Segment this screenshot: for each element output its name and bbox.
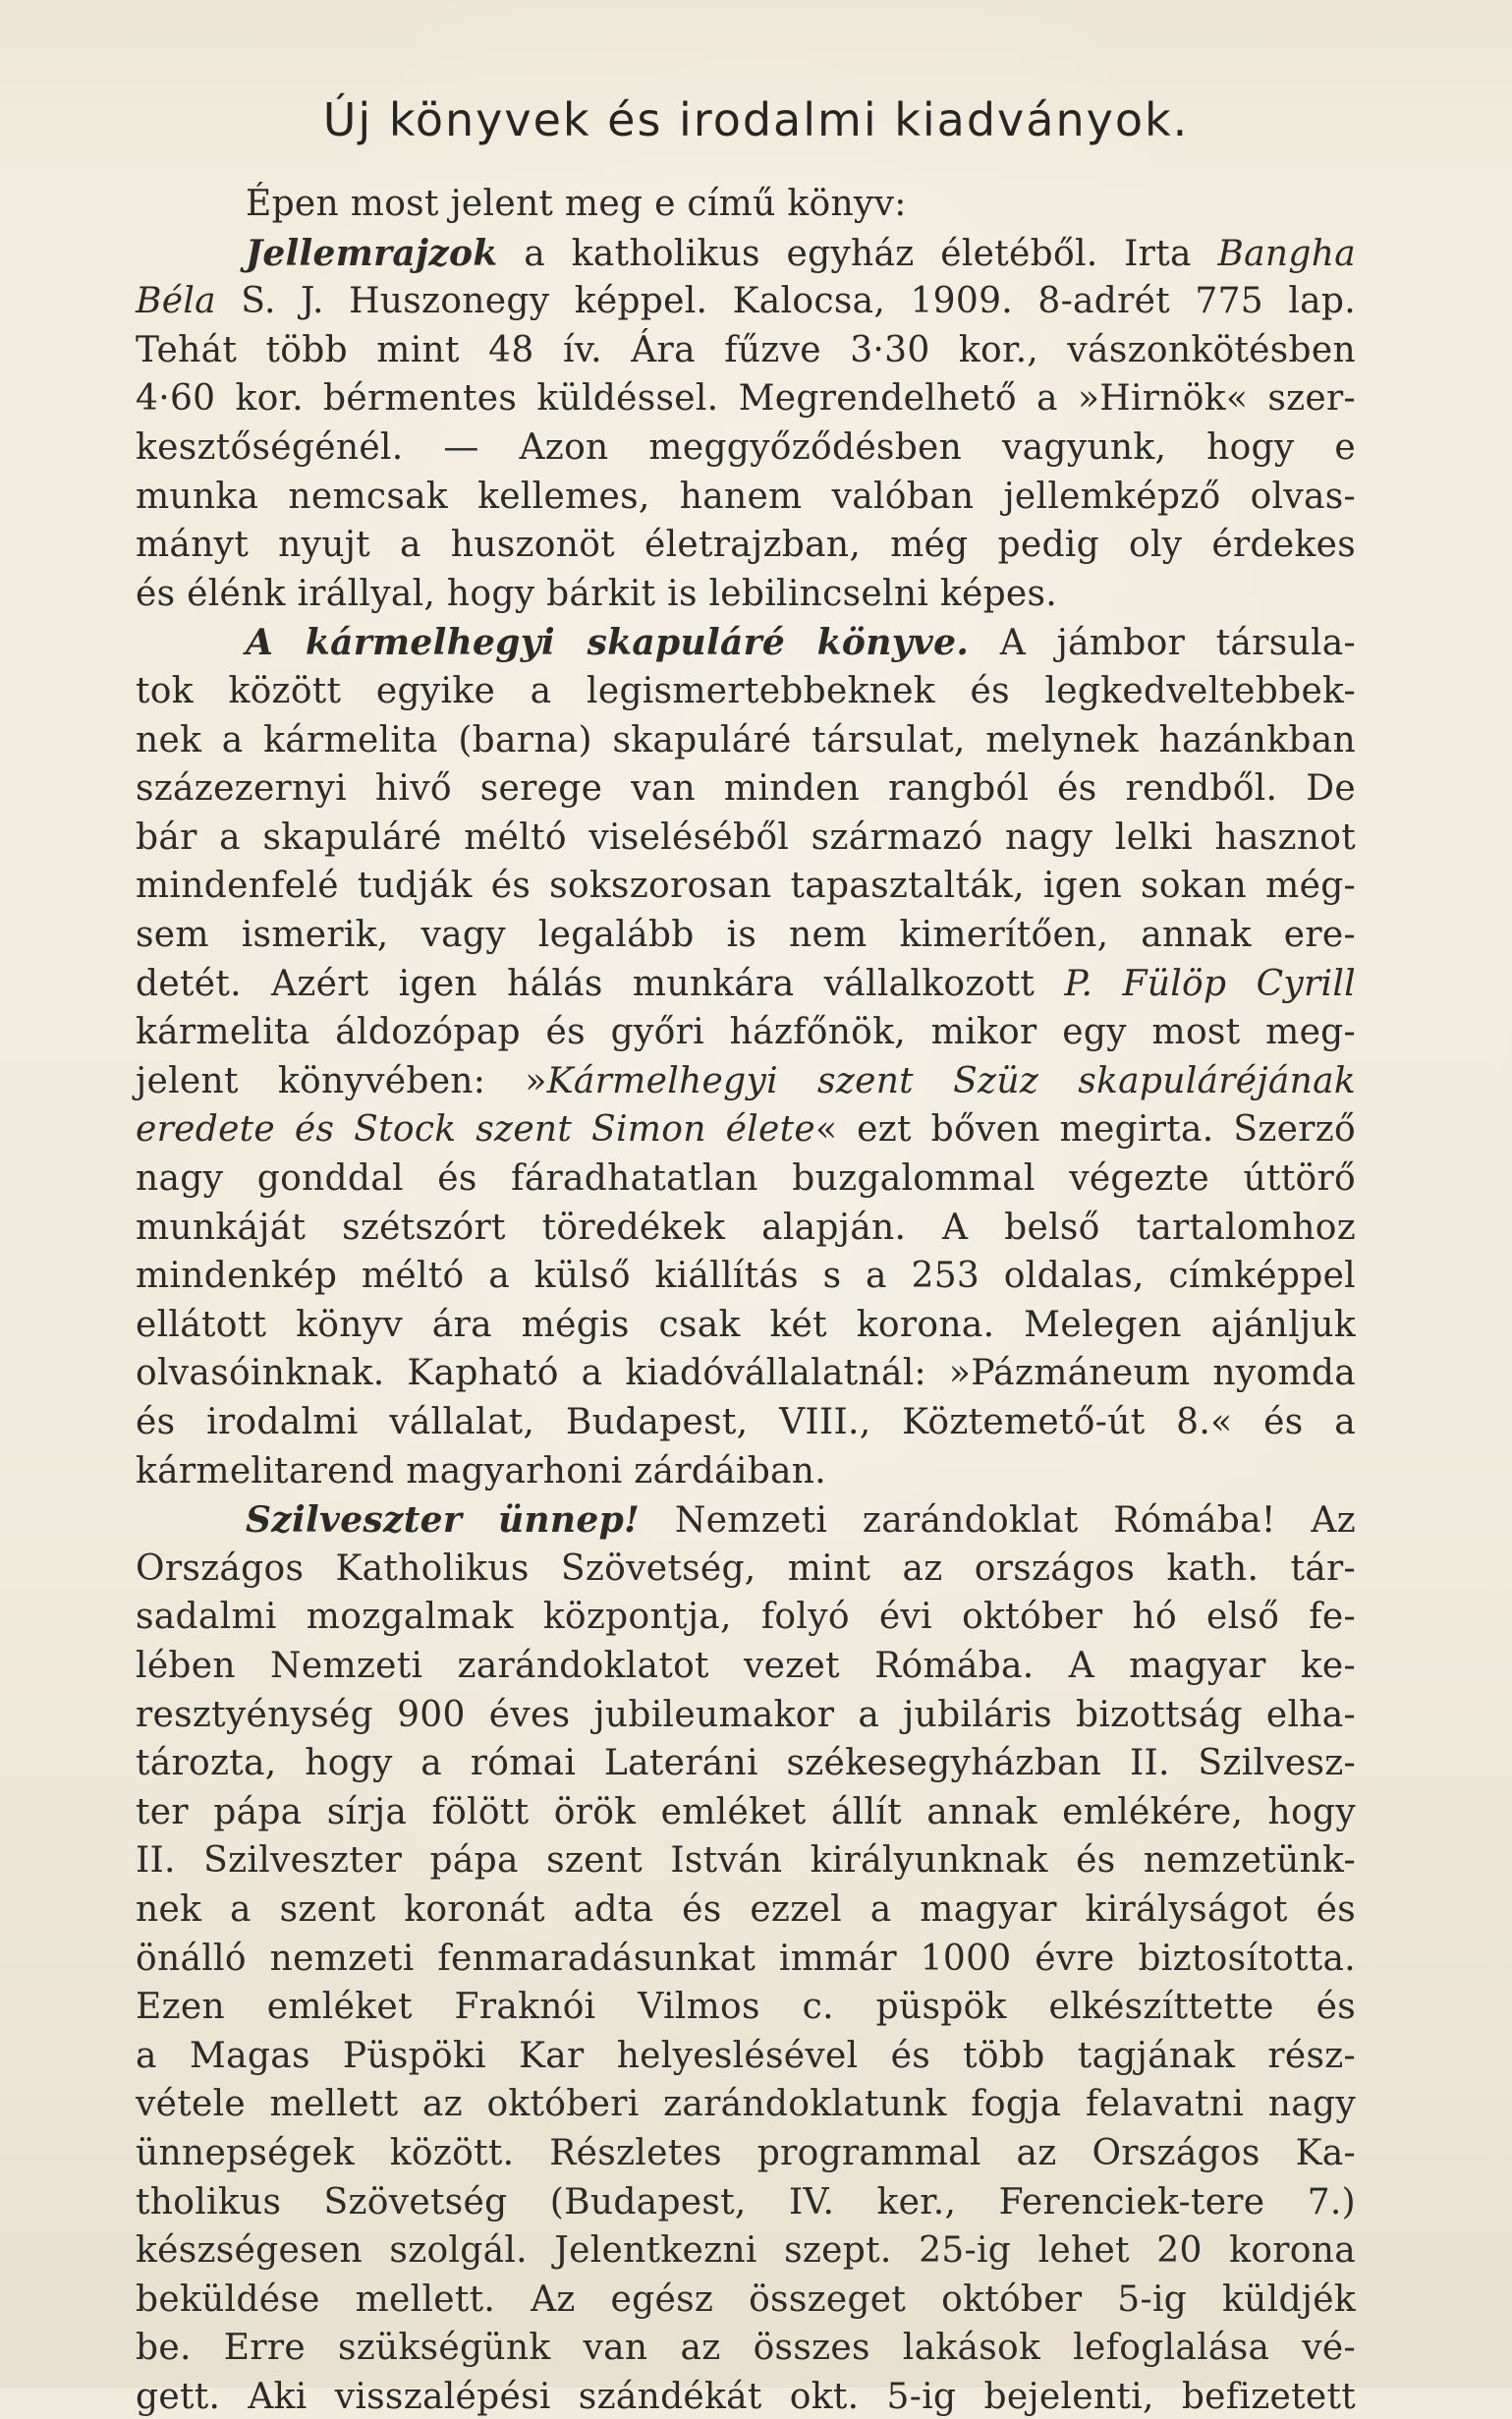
text-run: a katholikus egyház életéből. Irta (497, 233, 1218, 274)
text-run: Ezen emléket Fraknói Vilmos c. püspök elkészíttette és (136, 1987, 1356, 2028)
text-line (136, 719, 1356, 762)
text-run: Országos Katholikus Szövetség, mint az országos kath. tár- (136, 1547, 1356, 1589)
text-run: jelent könyvében: » (136, 1060, 547, 1101)
text-run: kármelita áldozópap és győri házfőnök, mikor egy most meg- (136, 1012, 1356, 1053)
text-run: a Magas Püspöki Kar helyeslésével és több tagjának rész- (136, 2035, 1356, 2076)
text-run: Tehát több mint 48 ív. Ára fűzve 3·30 kor., vászonkötésben (136, 329, 1356, 370)
text-line (136, 865, 1356, 908)
text-run: olvasóinknak. Kapható a kiadóvállalatnál: »Pázmáneum nyomda (136, 1353, 1356, 1394)
text-line (136, 1450, 1356, 1493)
text-line (136, 2035, 1356, 2078)
text-run: nek a szent koronát adta és ezzel a magyar királyságot és (136, 1889, 1356, 1930)
text-run: Nemzeti zarándoklat Rómába! Az (640, 1500, 1356, 1542)
text-line (246, 232, 1356, 276)
text-line (136, 2181, 1356, 2224)
text-line (136, 1694, 1356, 1737)
emphasis-run: Jellemrajzok (246, 232, 498, 274)
text-run: sadalmi mozgalmak központja, folyó évi október hó első fe- (136, 1597, 1356, 1638)
emphasis-run: Szilveszter ünnep! (246, 1499, 641, 1542)
text-run: ünnepségek között. Részletes programmal az Országos Ka- (136, 2133, 1356, 2173)
emphasis-run: eredete és Stock szent Simon élete (136, 1109, 815, 1151)
text-line (136, 914, 1356, 957)
text-run: és irodalmi vállalat, Budapest, VIII., Köztemető-út 8.« és a (136, 1402, 1356, 1442)
text-line (136, 426, 1356, 470)
text-line (136, 816, 1356, 860)
text-run: ter pápa sírja fölött örök emléket állít annak emlékére, hogy (136, 1791, 1356, 1832)
text-line (136, 1207, 1356, 1250)
text-run: mányt nyujt a huszonöt életrajzban, még pedig oly érdekes (136, 525, 1356, 566)
text-line (136, 2327, 1356, 2370)
emphasis-run: P. Fülöp Cyrill (1064, 963, 1356, 1004)
text-line (136, 329, 1356, 372)
text-line (136, 1645, 1356, 1688)
text-run: A jámbor társula- (969, 623, 1356, 664)
text-run: vétele mellett az októberi zarándoklatunk fogja felavatni nagy (136, 2084, 1356, 2125)
text-run: ellátott könyv ára mégis csak két korona. Melegen ajánljuk (136, 1304, 1356, 1345)
text-run: detét. Azért igen hálás munkára vállalkozott (136, 963, 1065, 1004)
text-run: önálló nemzeti fenmaradásunkat immár 1000 évre biztosította. (136, 1938, 1356, 1979)
text-line (136, 524, 1356, 567)
text-run: bár a skapuláré méltó viseléséből származó nagy lelki hasznot (136, 816, 1356, 858)
emphasis-run: Béla (136, 281, 216, 322)
text-line (136, 1742, 1356, 1785)
text-line (136, 280, 1356, 323)
text-line (136, 1060, 1356, 1103)
text-line (136, 1547, 1356, 1591)
text-line (136, 1888, 1356, 1932)
text-run: beküldése mellett. Az egész összeget október 5-ig küldjék (136, 2278, 1356, 2320)
text-line (136, 1401, 1356, 1444)
text-run: munkáját szétszórt töredékek alapján. A belső tartalomhoz (136, 1207, 1356, 1248)
text-line (136, 377, 1356, 421)
text-line (136, 1938, 1356, 1981)
text-line (136, 1352, 1356, 1395)
text-run: nek a kármelita (barna) skapuláré társulat, melynek hazánkban (136, 719, 1356, 760)
text-run: nagy gonddal és fáradhatatlan buzgalommal végezte úttörő (136, 1158, 1356, 1199)
text-line (136, 2376, 1356, 2419)
text-run: gett. Aki visszalépési szándékát okt. 5-ig bejelenti, befizetett (136, 2377, 1356, 2417)
text-line (136, 1986, 1356, 2029)
text-run: mindenkép méltó a külső kiállítás s a 253 oldalas, címképpel (136, 1256, 1356, 1297)
text-run: mindenfelé tudják és sokszorosan tapasztalták, igen sokan még- (136, 866, 1356, 907)
emphasis-run: A kármelhegyi skapuláré könyve. (246, 622, 970, 664)
text-line (246, 183, 1356, 226)
text-run: tok között egyike a legismertebbeknek és legkedveltebbek- (136, 671, 1356, 711)
text-line (136, 1304, 1356, 1347)
text-line (136, 476, 1356, 519)
text-run: Épen most jelent meg e című könyv: (246, 184, 907, 224)
text-line (136, 1011, 1356, 1054)
text-line (246, 621, 1356, 665)
text-line (246, 1498, 1356, 1543)
text-line (136, 2083, 1356, 2126)
text-run: « ezt bőven megirta. Szerző (814, 1109, 1356, 1151)
text-line (136, 2229, 1356, 2273)
text-run: készségesen szolgál. Jelentkezni szept. 25-ig lehet 20 korona (136, 2230, 1356, 2272)
text-run: kármelitarend magyarhoni zárdáiban. (136, 1450, 827, 1491)
text-line (136, 670, 1356, 713)
text-line (136, 1791, 1356, 1834)
text-run: resztyénység 900 éves jubileumakor a jubiláris bizottság elha- (136, 1694, 1356, 1735)
text-line (136, 1839, 1356, 1883)
emphasis-run: Kármelhegyi szent Szüz skapuláréjának (546, 1060, 1356, 1101)
text-run: II. Szilveszter pápa szent István királyunknak és nemzetünk- (136, 1840, 1356, 1882)
text-line (136, 1157, 1356, 1201)
text-run: tholikus Szövetség (Budapest, IV. ker., Ferenciek-tere 7.) (136, 2181, 1356, 2222)
text-run: S. J. Huszonegy képpel. Kalocsa, 1909. 8-adrét 775 lap. (215, 281, 1356, 322)
text-line (136, 1108, 1356, 1152)
text-run: tározta, hogy a római Lateráni székesegyházban II. Szilvesz- (136, 1743, 1356, 1784)
text-run: 4·60 kor. bérmentes küldéssel. Megrendelhető a »Hirnök« szer- (136, 378, 1356, 420)
emphasis-run: Bangha (1217, 233, 1356, 274)
text-run: százezernyi hivő serege van minden rangból és rendből. De (136, 768, 1356, 810)
text-line (136, 573, 1356, 616)
text-run: sem ismerik, vagy legalább is nem kimerítően, annak ere- (136, 915, 1356, 955)
text-line (136, 1255, 1356, 1298)
text-run: kesztőségénél. — Azon meggyőződésben vagyunk, hogy e (136, 427, 1356, 468)
text-line (136, 2132, 1356, 2175)
text-line (136, 1596, 1356, 1639)
text-run: be. Erre szükségünk van az összes lakások lefoglalása vé- (136, 2328, 1356, 2369)
text-line (136, 2278, 1356, 2322)
text-line (136, 963, 1356, 1006)
text-run: és élénk irállyal, hogy bárkit is lebilincselni képes. (136, 573, 1058, 614)
page-title: Új könyvek és irodalmi kiadványok. (322, 93, 1190, 146)
text-line (136, 767, 1356, 811)
text-run: lében Nemzeti zarándoklatot vezet Rómába. A magyar ke- (136, 1646, 1356, 1686)
text-run: munka nemcsak kellemes, hanem valóban jellemképző olvas- (136, 476, 1356, 517)
